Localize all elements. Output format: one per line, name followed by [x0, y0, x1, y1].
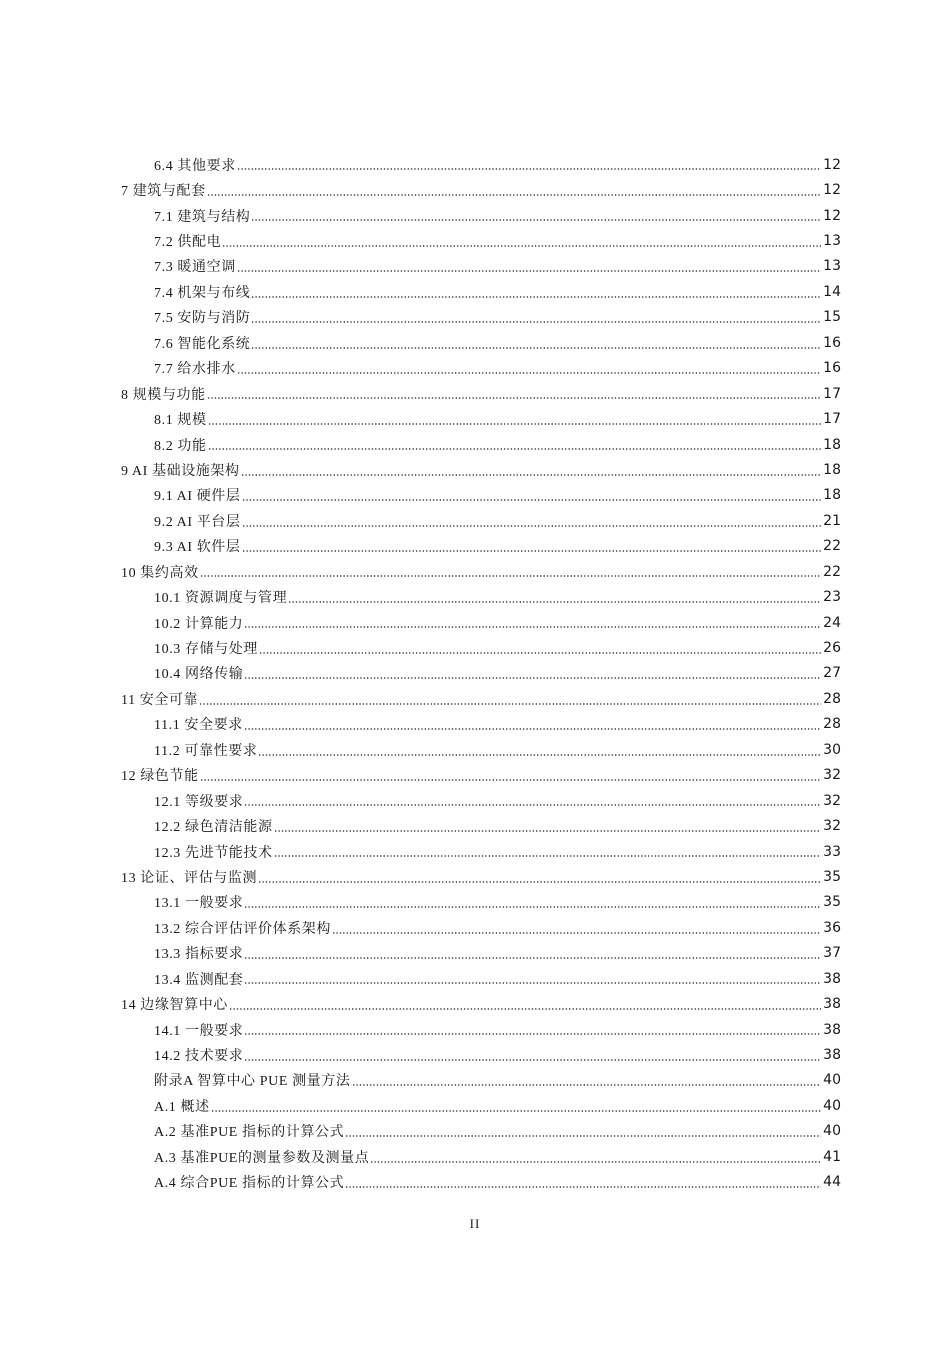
dot-leader	[208, 423, 821, 425]
dot-leader	[208, 448, 821, 450]
toc-entry[interactable]	[0, 228, 841, 253]
dot-leader	[207, 397, 821, 399]
dot-leader	[251, 347, 821, 349]
dot-leader	[244, 982, 821, 984]
toc-entry-page-number: 12	[823, 207, 841, 224]
toc-entry-page-number: 38	[823, 970, 841, 987]
toc-entry-title: 6.4 其他要求	[154, 158, 236, 174]
toc-entry-title: 10.2 计算能力	[154, 616, 244, 632]
toc-entry-page-number: 32	[823, 792, 841, 809]
dot-leader	[241, 474, 821, 476]
toc-entry[interactable]	[0, 584, 841, 609]
table-of-contents	[0, 152, 950, 1195]
toc-entry-title: 11 安全可靠	[121, 692, 199, 708]
toc-entry[interactable]	[0, 457, 841, 482]
toc-entry-title: A.2 基准PUE 指标的计算公式	[154, 1125, 345, 1141]
dot-leader	[242, 499, 822, 501]
toc-entry-title: 12.2 绿色清洁能源	[154, 820, 273, 836]
toc-entry[interactable]	[0, 864, 841, 889]
toc-entry[interactable]	[0, 839, 841, 864]
toc-entry-page-number: 24	[823, 614, 841, 631]
toc-entry-title: 9.3 AI 软件层	[154, 540, 241, 556]
toc-entry[interactable]	[0, 1170, 841, 1195]
toc-entry-page-number: 35	[823, 868, 841, 885]
dot-leader	[274, 830, 821, 832]
toc-entry[interactable]	[0, 483, 841, 508]
toc-entry-page-number: 44	[823, 1174, 841, 1191]
toc-entry-page-number: 33	[823, 843, 841, 860]
toc-entry[interactable]	[0, 534, 841, 559]
toc-entry-page-number: 27	[823, 665, 841, 682]
toc-entry-title: 8.1 规模	[154, 413, 207, 429]
toc-entry[interactable]	[0, 915, 841, 940]
dot-leader	[244, 1059, 821, 1061]
toc-entry[interactable]	[0, 356, 841, 381]
dot-leader	[200, 779, 821, 781]
toc-entry[interactable]	[0, 330, 841, 355]
toc-entry[interactable]	[0, 610, 841, 635]
toc-entry[interactable]	[0, 966, 841, 991]
toc-entry-page-number: 40	[823, 1072, 841, 1089]
dot-leader	[259, 652, 821, 654]
toc-entry-title: 12 绿色节能	[121, 769, 199, 785]
toc-entry[interactable]	[0, 279, 841, 304]
toc-entry-page-number: 21	[823, 512, 841, 529]
dot-leader	[251, 321, 821, 323]
toc-entry[interactable]	[0, 941, 841, 966]
toc-entry[interactable]	[0, 203, 841, 228]
toc-entry[interactable]	[0, 991, 841, 1016]
dot-leader	[200, 575, 821, 577]
toc-entry-title: 7.3 暖通空调	[154, 260, 236, 276]
toc-entry[interactable]	[0, 559, 841, 584]
toc-entry-page-number: 18	[823, 436, 841, 453]
toc-entry-title: 8.2 功能	[154, 438, 207, 454]
toc-entry-title: 9.2 AI 平台层	[154, 514, 241, 530]
toc-entry-title: 7.7 给水排水	[154, 362, 236, 378]
toc-entry-page-number: 26	[823, 640, 841, 657]
dot-leader	[332, 932, 821, 934]
toc-entry-title: 7.1 建筑与结构	[154, 209, 251, 225]
toc-entry-page-number: 18	[823, 487, 841, 504]
toc-entry[interactable]	[0, 737, 841, 762]
toc-entry-title: 10.3 存储与处理	[154, 642, 258, 658]
toc-entry[interactable]	[0, 1093, 841, 1118]
dot-leader	[242, 525, 822, 527]
toc-entry-title: 12.3 先进节能技术	[154, 845, 273, 861]
toc-entry-title: 附录A 智算中心 PUE 测量方法	[154, 1074, 351, 1090]
toc-entry-page-number: 22	[823, 538, 841, 555]
toc-entry[interactable]	[0, 686, 841, 711]
toc-entry-title: 14 边缘智算中心	[121, 998, 228, 1014]
toc-entry-page-number: 38	[823, 1047, 841, 1064]
dot-leader	[244, 626, 821, 628]
toc-entry-page-number: 32	[823, 818, 841, 835]
toc-entry-page-number: 36	[823, 919, 841, 936]
toc-entry-title: 13.3 指标要求	[154, 947, 244, 963]
toc-entry-page-number: 13	[823, 233, 841, 250]
dot-leader	[244, 906, 821, 908]
toc-entry-title: 8 规模与功能	[121, 387, 206, 403]
dot-leader	[244, 677, 821, 679]
dot-leader	[244, 1033, 821, 1035]
dot-leader	[258, 881, 821, 883]
toc-entry[interactable]	[0, 712, 841, 737]
toc-entry[interactable]	[0, 1144, 841, 1169]
toc-entry-title: 13.4 监测配套	[154, 972, 244, 988]
toc-entry-title: 7.2 供配电	[154, 235, 222, 251]
toc-entry-title: 9.1 AI 硬件层	[154, 489, 241, 505]
toc-entry-title: A.4 综合PUE 指标的计算公式	[154, 1176, 345, 1192]
dot-leader	[258, 754, 821, 756]
toc-entry-page-number: 16	[823, 334, 841, 351]
toc-entry[interactable]	[0, 1068, 841, 1093]
toc-entry-title: 7.6 智能化系统	[154, 336, 251, 352]
toc-entry-page-number: 23	[823, 589, 841, 606]
toc-entry-title: 11.2 可靠性要求	[154, 743, 258, 759]
dot-leader	[211, 1110, 821, 1112]
toc-entry-page-number: 16	[823, 360, 841, 377]
toc-entry-title: 10.1 资源调度与管理	[154, 591, 288, 607]
toc-entry-page-number: 40	[823, 1123, 841, 1140]
dot-leader	[242, 550, 822, 552]
toc-entry-page-number: 37	[823, 945, 841, 962]
dot-leader	[244, 804, 821, 806]
toc-entry[interactable]	[0, 381, 841, 406]
toc-entry[interactable]	[0, 1119, 841, 1144]
toc-entry-page-number: 28	[823, 690, 841, 707]
toc-entry-page-number: 12	[823, 182, 841, 199]
toc-entry-page-number: 18	[823, 461, 841, 478]
toc-entry-title: 12.1 等级要求	[154, 794, 244, 810]
toc-entry-title: A.1 概述	[154, 1099, 210, 1115]
dot-leader	[345, 1135, 821, 1137]
toc-entry-title: 7.5 安防与消防	[154, 311, 251, 327]
toc-entry[interactable]	[0, 1042, 841, 1067]
dot-leader	[352, 1084, 822, 1086]
toc-entry-page-number: 30	[823, 741, 841, 758]
dot-leader	[345, 1186, 821, 1188]
toc-entry[interactable]	[0, 661, 841, 686]
dot-leader	[244, 957, 821, 959]
toc-entry-title: 14.1 一般要求	[154, 1023, 244, 1039]
toc-entry[interactable]	[0, 177, 841, 202]
toc-entry-title: 7 建筑与配套	[121, 184, 206, 200]
toc-entry-page-number: 28	[823, 716, 841, 733]
toc-entry-page-number: 13	[823, 258, 841, 275]
toc-entry-title: A.3 基准PUE的测量参数及测量点	[154, 1150, 370, 1166]
toc-entry[interactable]	[0, 406, 841, 431]
toc-entry[interactable]	[0, 635, 841, 660]
toc-entry-title: 10.4 网络传输	[154, 667, 244, 683]
toc-entry[interactable]	[0, 152, 841, 177]
toc-entry[interactable]	[0, 788, 841, 813]
toc-entry-page-number: 40	[823, 1097, 841, 1114]
toc-entry-title: 13.1 一般要求	[154, 896, 244, 912]
dot-leader	[251, 296, 821, 298]
dot-leader	[288, 601, 821, 603]
toc-entry-page-number: 17	[823, 411, 841, 428]
toc-entry-page-number: 12	[823, 156, 841, 173]
toc-entry-page-number: 15	[823, 309, 841, 326]
toc-entry-title: 13 论证、评估与监测	[121, 870, 258, 886]
toc-entry[interactable]	[0, 508, 841, 533]
toc-entry-page-number: 22	[823, 563, 841, 580]
toc-entry-page-number: 17	[823, 385, 841, 402]
dot-leader	[251, 219, 821, 221]
toc-entry[interactable]	[0, 763, 841, 788]
dot-leader	[199, 703, 821, 705]
toc-entry-title: 7.4 机架与布线	[154, 285, 251, 301]
toc-entry[interactable]	[0, 305, 841, 330]
toc-entry[interactable]	[0, 890, 841, 915]
toc-entry-title: 10 集约高效	[121, 565, 199, 581]
dot-leader	[370, 1161, 821, 1163]
toc-entry[interactable]	[0, 432, 841, 457]
dot-leader	[222, 245, 821, 247]
toc-entry-page-number: 38	[823, 996, 841, 1013]
dot-leader	[229, 1008, 821, 1010]
toc-entry-title: 13.2 综合评估评价体系架构	[154, 921, 331, 937]
toc-entry[interactable]	[0, 813, 841, 838]
dot-leader	[237, 372, 821, 374]
dot-leader	[237, 270, 821, 272]
dot-leader	[237, 168, 821, 170]
toc-entry[interactable]	[0, 254, 841, 279]
toc-entry-title: 9 AI 基础设施架构	[121, 463, 240, 479]
toc-entry-page-number: 35	[823, 894, 841, 911]
toc-entry-page-number: 38	[823, 1021, 841, 1038]
toc-entry-page-number: 32	[823, 767, 841, 784]
dot-leader	[274, 855, 821, 857]
dot-leader	[207, 194, 821, 196]
toc-entry-title: 14.2 技术要求	[154, 1049, 244, 1065]
toc-entry-page-number: 14	[823, 283, 841, 300]
toc-entry-page-number: 41	[823, 1148, 841, 1165]
page-number: II	[469, 1216, 481, 1231]
toc-entry-title: 11.1 安全要求	[154, 718, 243, 734]
toc-entry[interactable]	[0, 1017, 841, 1042]
dot-leader	[244, 728, 821, 730]
